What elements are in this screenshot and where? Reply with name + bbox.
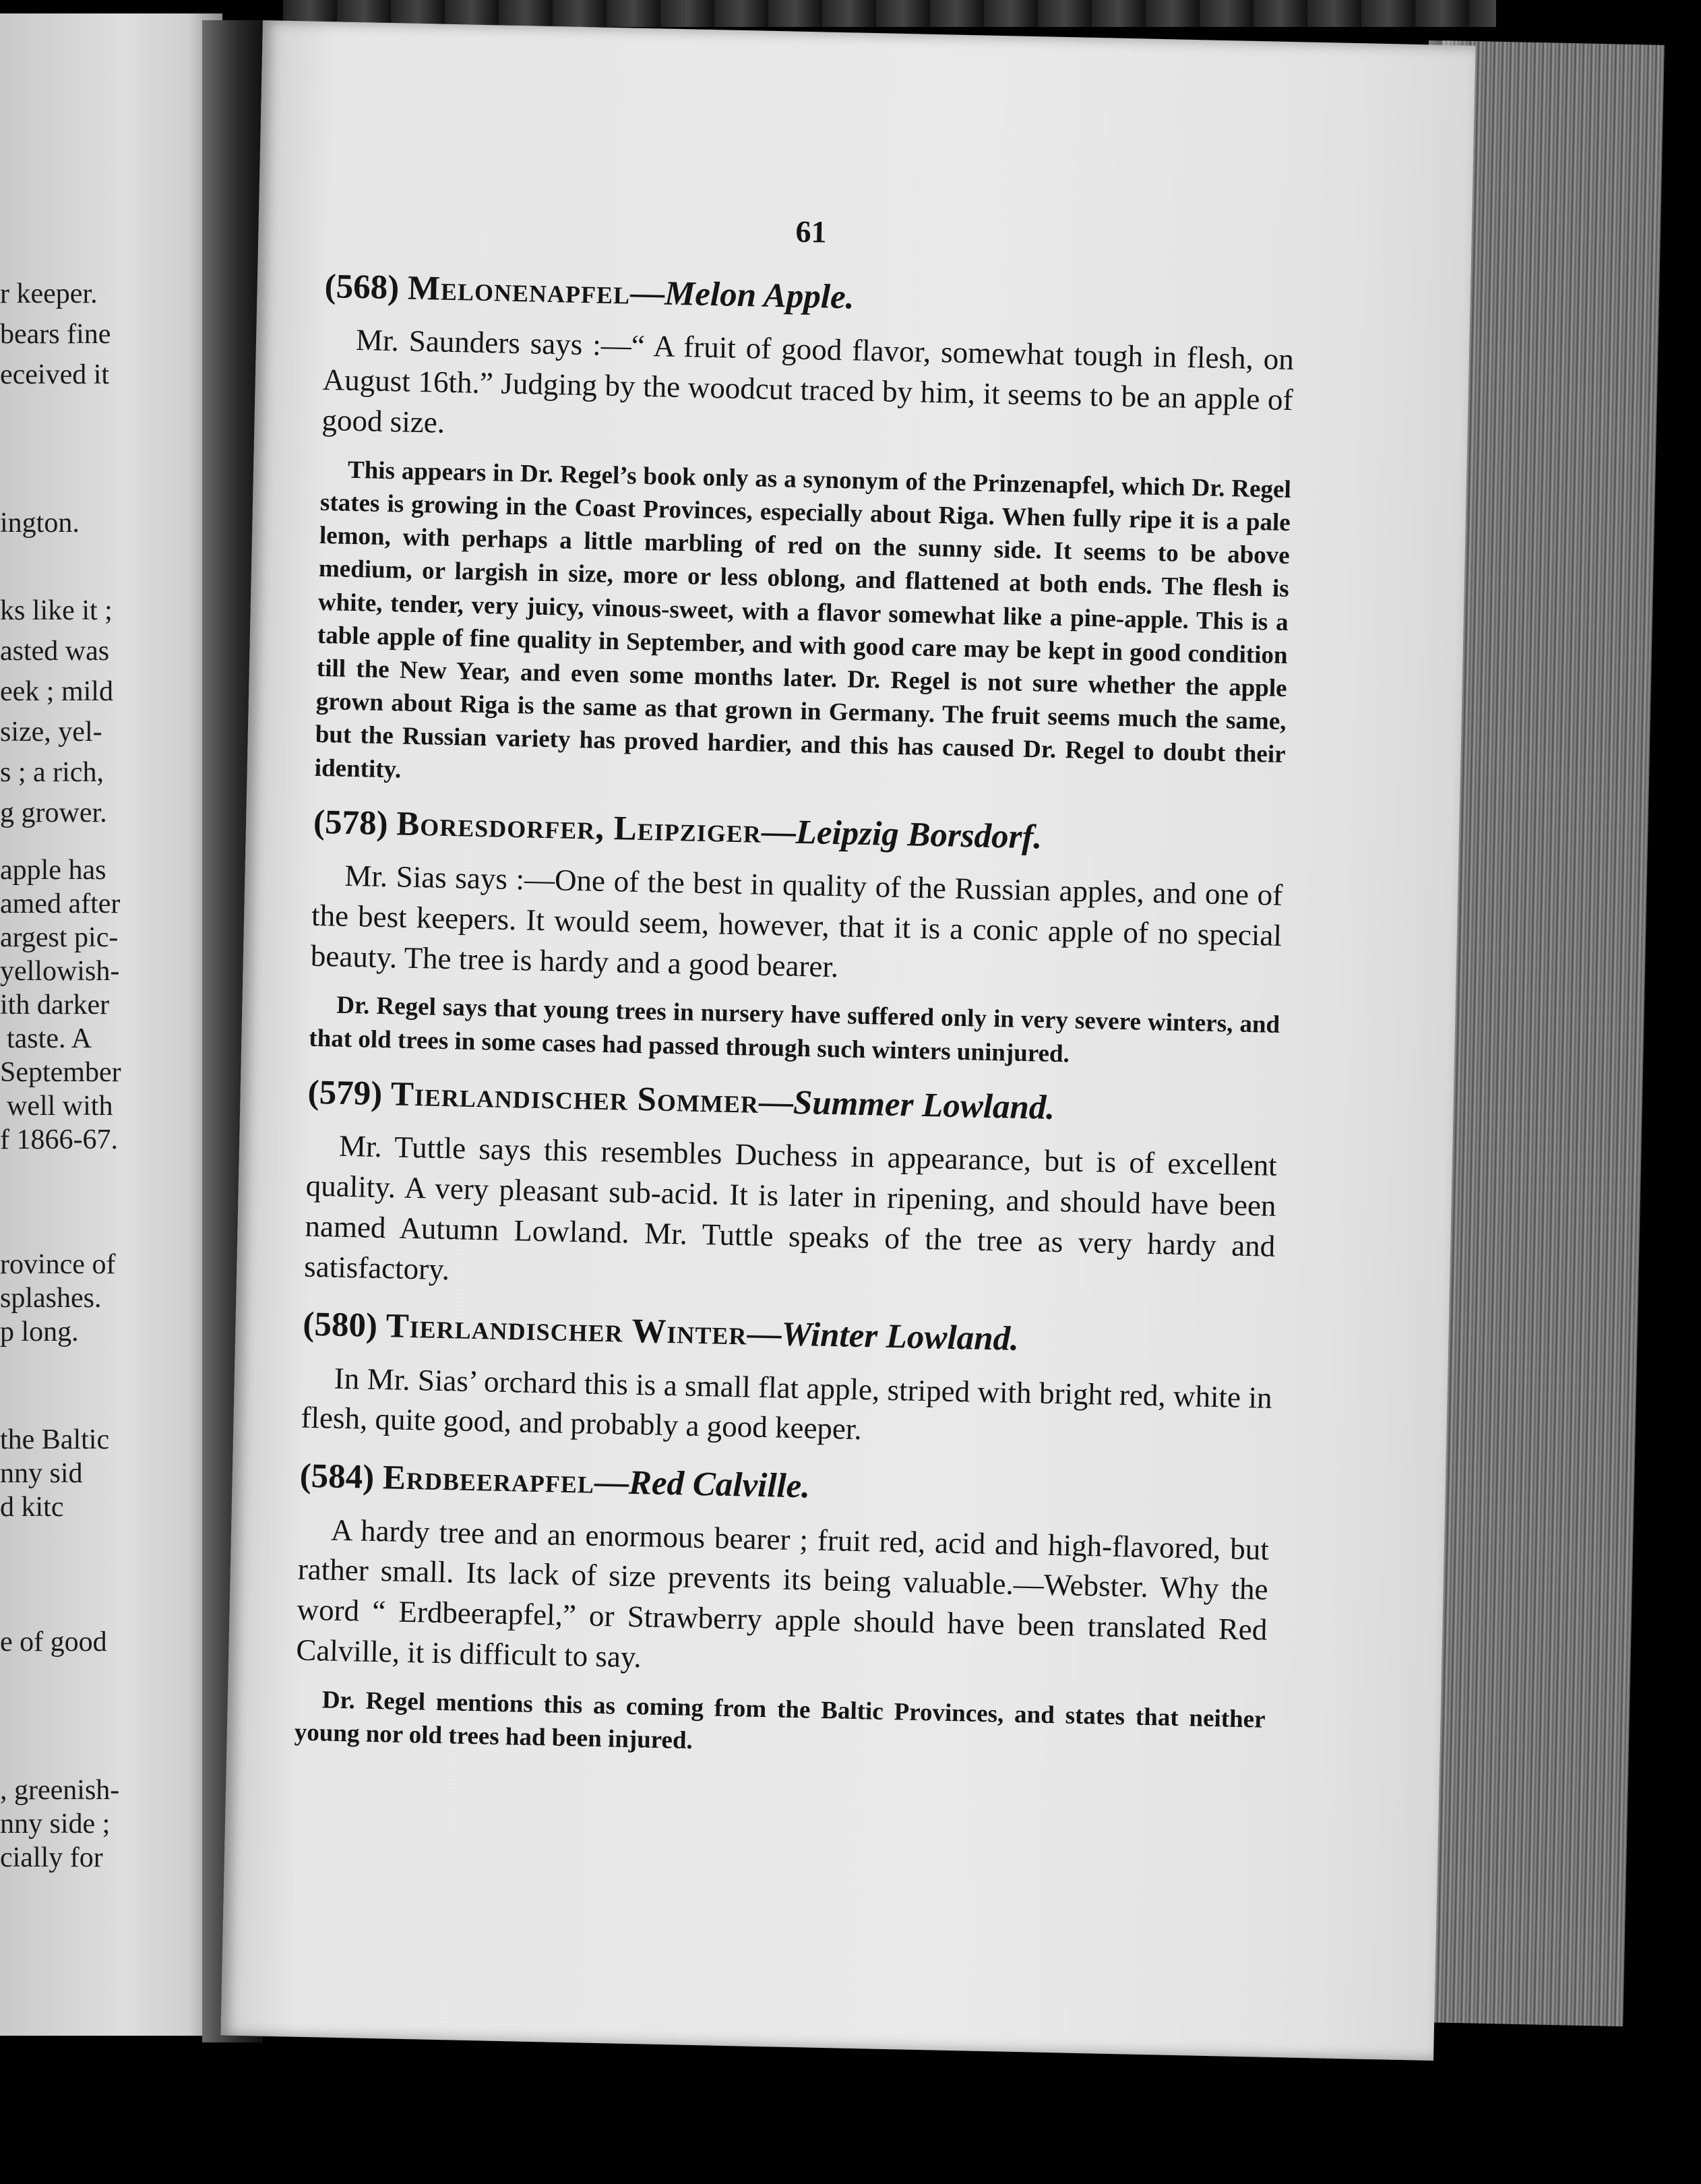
left-page-fragment: eceived it	[0, 359, 110, 390]
entry-number: (579)	[307, 1073, 383, 1113]
entry-english-name: Red Calville.	[628, 1464, 811, 1506]
left-page-fragment: apple has	[0, 855, 106, 886]
entry-heading	[307, 1072, 1278, 1134]
entry-number: (580)	[302, 1306, 378, 1345]
entry-english-name: Summer Lowland.	[793, 1083, 1055, 1127]
entry-dash: —	[761, 812, 797, 851]
body-paragraph: Mr. Tuttle says this resembles Duchess in appearance, but is of excellent quality. A very pleasant sub-acid. It is later in ripening, and should have been named Autumn Lowland. Mr. Tuttle speaks of the tree as very hardy and satisfactory.	[303, 1128, 1278, 1286]
entry-german-name: Tierlandischer Winter	[385, 1307, 748, 1353]
left-page-fragment: nny sid	[0, 1458, 83, 1489]
body-paragraph: A hardy tree and an enormous bearer ; fruit red, acid and high-flavored, but rather small. Its lack of size prevents its being valuable.—Webster. Why the word “ Erdbeerapfel,” or Strawberry apple should have been translated Red Calville, it is difficult to say.	[295, 1513, 1270, 1674]
entry-english-name: Melon Apple.	[664, 274, 855, 317]
left-page	[0, 13, 222, 2036]
entry-number: (578)	[313, 803, 389, 843]
left-page-fragment: argest pic-	[0, 922, 119, 953]
left-page-fragment: ith darker	[0, 990, 110, 1021]
left-page-fragment: bears fine	[0, 319, 111, 350]
page-content	[294, 204, 1297, 1787]
left-page-fragment: , greenish-	[0, 1775, 120, 1806]
page-number: 61	[795, 214, 828, 249]
body-paragraph: Mr. Saunders says :—“ A fruit of good flavor, somewhat tough in flesh, on August 16th.” Judging by the woodcut traced by him, it seems to be an apple of good size.	[321, 323, 1295, 439]
entry	[309, 802, 1285, 1075]
book-top-edge	[283, 0, 1496, 27]
left-page-fragment: r keeper.	[0, 278, 98, 309]
entry-number: (584)	[299, 1457, 375, 1497]
left-page-fragment: cially for	[0, 1842, 103, 1873]
entries	[294, 266, 1295, 1769]
entry	[294, 1456, 1270, 1769]
left-page-fragment: the Baltic	[0, 1424, 110, 1455]
left-page-fragment: s ; a rich,	[0, 757, 104, 788]
entry-heading	[303, 1304, 1274, 1366]
left-page-fragment: ks like it ;	[0, 595, 113, 626]
entry-heading	[313, 802, 1284, 863]
left-page-fragment: splashes.	[0, 1283, 102, 1314]
left-page-fragment: rovince of	[0, 1249, 116, 1280]
entry-dash: —	[594, 1463, 629, 1503]
left-page-fragment: nny side ;	[0, 1809, 111, 1840]
entry-number: (568)	[324, 268, 400, 307]
body-paragraph: In Mr. Sias’ orchard this is a small flat apple, striped with bright red, white in flesh, quite good, and probably a good keeper.	[301, 1361, 1273, 1447]
entry	[304, 1072, 1278, 1308]
left-page-fragment: amed after	[0, 888, 121, 919]
left-page-fragment: well with	[7, 1091, 113, 1122]
left-page-fragment: ington.	[0, 508, 80, 539]
entry-german-name: Boresdorfer, Leipziger	[396, 805, 762, 851]
body-paragraph: Mr. Sias says :—One of the best in quality of the Russian apples, and one of the best keepers. It would seem, however, that it is a conic apple of no special beauty. The tree is hardy and a good bearer.	[310, 858, 1283, 983]
left-page-fragment: d kitc	[0, 1492, 64, 1523]
left-page-fragment: yellowish-	[0, 956, 120, 987]
right-page	[220, 20, 1475, 2061]
note-paragraph: Dr. Regel says that young trees in nursery have suffered only in very severe winters, and that old trees in some cases had passed through such winters uninjured.	[308, 992, 1280, 1068]
note-paragraph: Dr. Regel mentions this as coming from the Baltic Provinces, and states that neither young nor old trees had been injured.	[294, 1686, 1266, 1755]
entry	[301, 1304, 1274, 1459]
left-page-fragment: asted was	[0, 636, 110, 667]
left-page-fragment: e of good	[0, 1627, 107, 1658]
left-page-fragment: size, yel-	[0, 717, 102, 748]
left-page-fragment: eek ; mild	[0, 676, 113, 707]
entry-dash: —	[629, 274, 665, 313]
entry-english-name: Leipzig Borsdorf.	[795, 813, 1043, 857]
entry-heading	[299, 1456, 1270, 1517]
entry-english-name: Winter Lowland.	[780, 1315, 1020, 1359]
left-page-fragment: p long.	[0, 1316, 79, 1347]
entry-german-name: Erdbeerapfel	[382, 1459, 595, 1502]
entry-german-name: Tierlandischer Sommer	[390, 1075, 760, 1121]
note-paragraph: This appears in Dr. Regel’s book only as a synonym of the Prinzenapfel, which Dr. Regel states is growing in the Coast Provinces, especially about Riga. When fully ripe it is a pale lemon, with perhaps a little marbling of red on the sunny side. It seems to be above medium, or largish in size, more or less oblong, and flattened at both ends. The flesh is white, tender, very juicy, vinous-sweet, with a flavor somewhat like a pine-apple. This is a table apple of fine quality in September, and with good care may be kept in good condition till the New Year, and even some months later. Dr. Regel is not sure whether the apple grown about Riga is the same as that grown in Germany. The fruit seems much the same, but the Russian variety has proved hardier, and this has caused Dr. Regel to doubt their identity.	[314, 456, 1292, 784]
entry-dash: —	[746, 1314, 782, 1354]
entry	[314, 266, 1295, 805]
entry-dash: —	[758, 1083, 794, 1122]
left-page-fragment: f 1866-67.	[0, 1124, 118, 1155]
entry-german-name: Melonenapfel	[407, 269, 631, 312]
left-page-fragment: September	[0, 1057, 121, 1088]
entry-heading	[324, 266, 1295, 328]
left-page-fragment: g grower.	[0, 797, 107, 828]
left-page-fragment: taste. A	[7, 1023, 92, 1054]
